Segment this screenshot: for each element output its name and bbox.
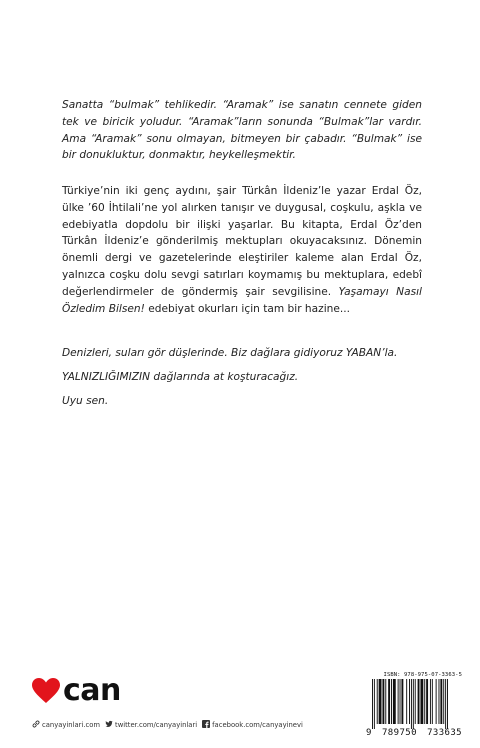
barcode-bar <box>393 679 396 724</box>
book-title: Yaşamayı Nasıl Özledim Bilsen! <box>62 285 422 315</box>
barcode-bar <box>439 679 440 724</box>
barcode-bar <box>432 679 433 724</box>
barcode-bar <box>388 679 390 724</box>
publisher-logo <box>32 673 121 708</box>
barcode-digits-left: 789750 <box>381 728 417 738</box>
facebook-link[interactable] <box>202 720 303 730</box>
twitter-link[interactable] <box>105 720 197 730</box>
website-label: canyayinlari.com <box>42 721 101 729</box>
epigraph-quote: Sanatta “bulmak” tehlikedir. “Aramak” ise sanatın cennete giden tek ve biricik yoludur. “Aramak”ların sonunda “Bulmak”lar vardır. Ama “Aramak” sonu olmayan, bitmeyen bir çabadır. “Bulmak” ise bir donukluktur, donmaktır, heykelleşmektir. <box>62 99 422 162</box>
barcode-bar <box>436 679 437 724</box>
barcode-bar <box>379 679 382 724</box>
facebook-label: facebook.com/canyayinevi <box>212 721 303 729</box>
isbn-label: ISBN: 978-975-07-3363-5 <box>383 672 462 678</box>
website-link[interactable] <box>32 720 100 730</box>
link-icon <box>32 720 40 730</box>
barcode-bars <box>366 679 462 729</box>
barcode-bar <box>445 679 446 729</box>
closing-line-3: Uyu sen. <box>62 394 109 407</box>
heart-icon <box>32 678 60 704</box>
barcode-bar <box>374 679 375 729</box>
barcode-bar <box>372 679 373 729</box>
barcode-bar <box>430 679 431 724</box>
barcode-bar <box>443 679 444 724</box>
barcode-bar <box>385 679 386 724</box>
barcode-digits <box>366 728 462 738</box>
barcode-block <box>366 672 462 738</box>
closing-quote <box>62 345 422 416</box>
blurb-text-end: edebiyat okurları için tam bir hazine... <box>148 302 350 315</box>
barcode-digits-right: 733635 <box>427 728 462 738</box>
closing-line-2: YALNIZLIĞIMIZIN dağlarında at koşturacağız. <box>62 370 299 383</box>
barcode-bar <box>400 679 401 724</box>
facebook-icon <box>202 720 210 730</box>
barcode-bar <box>391 679 392 724</box>
barcode-bar <box>415 679 416 724</box>
barcode-digit-first: 9 <box>366 728 372 738</box>
barcode-bar <box>440 679 442 724</box>
barcode-bar <box>382 679 384 724</box>
barcode-bar <box>409 679 410 724</box>
barcode-bar <box>424 679 425 724</box>
twitter-label: twitter.com/canyayinlari <box>115 721 198 729</box>
barcode-bar <box>377 679 378 724</box>
blurb-paragraph <box>62 183 422 317</box>
barcode-bar <box>406 679 407 724</box>
closing-line-1: Denizleri, suları gör düşlerinde. Biz dağlara gidiyoruz YABAN’la. <box>62 347 398 359</box>
barcode-bar <box>420 679 423 724</box>
twitter-icon <box>105 720 113 730</box>
barcode-bar <box>418 679 420 724</box>
barcode-bar <box>401 679 403 724</box>
barcode-bar <box>413 679 414 729</box>
publisher-links <box>32 720 308 730</box>
blurb-text: Türkiye’nin iki genç aydını, şair Türkân İldeniz’le yazar Erdal Öz, ülke ’60 İhtilali’ne yol alırken tanışır ve duygusal, coşkulu, aşkla ve edebiyatla dopdolu bir ilişki yaşarlar. Bu kitapta, Erdal Öz’den Türkân İldeniz’e gönderilmiş mektupları okuyacaksınız. Dönemin önemli dergi ve gazetelerinde eleştiriler kaleme alan Erdal Öz, yalnızca coşku dolu sevgi satırları koymamış bu mektuplara, edebî değerlendirmeler de göndermiş şair sevgilisine. <box>62 185 422 298</box>
barcode-bar <box>411 679 412 729</box>
logo-wordmark: can <box>63 673 121 708</box>
barcode-bar <box>426 679 428 724</box>
barcode-bar <box>398 679 399 724</box>
barcode-bar <box>447 679 448 729</box>
